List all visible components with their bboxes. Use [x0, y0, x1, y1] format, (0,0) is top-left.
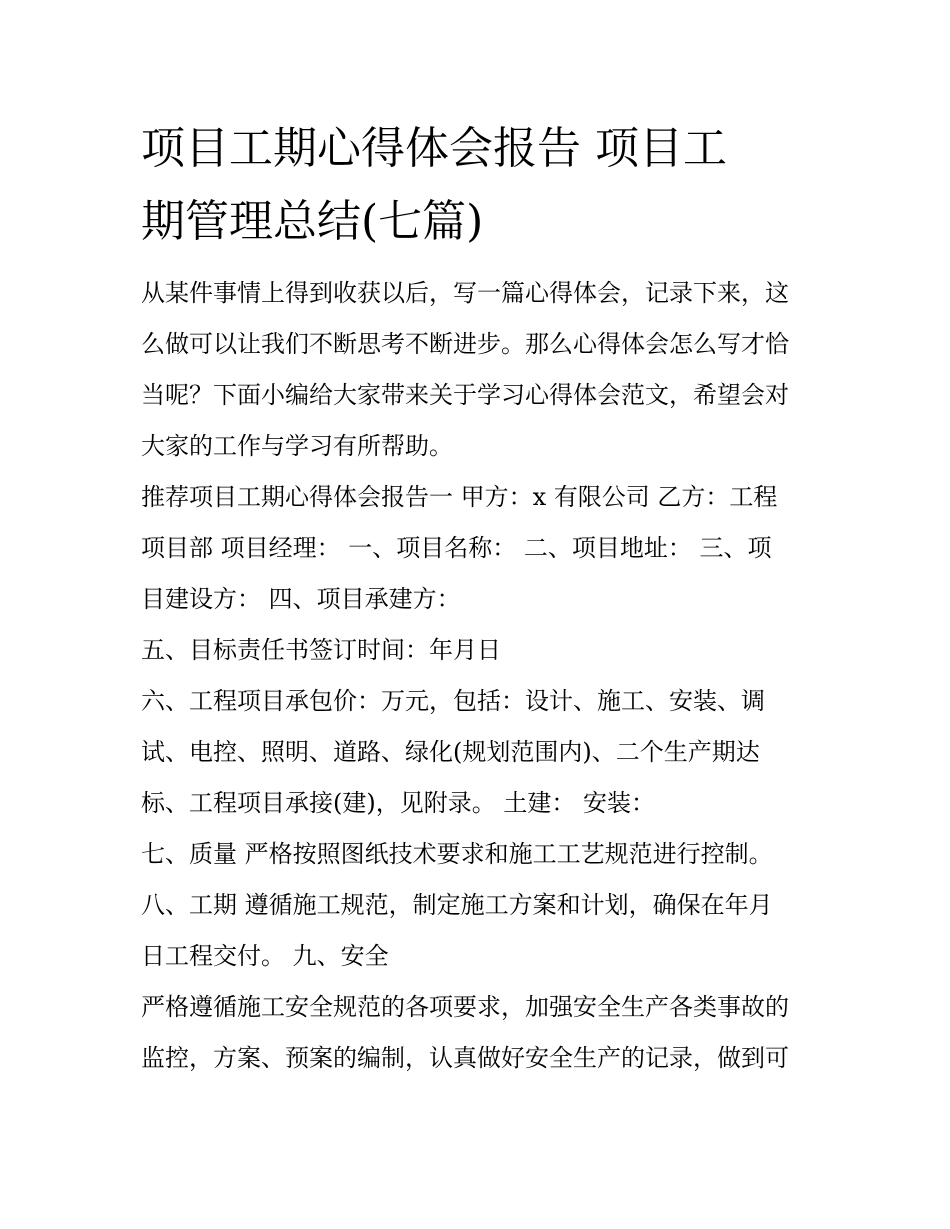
text-line: 项目部 项目经理： 一、项目名称： 二、项目地址： 三、项 — [141, 534, 772, 562]
schedule-paragraph — [141, 880, 813, 982]
text-line: 当呢？下面小编给大家带来关于学习心得体会范文，希望会对 — [141, 381, 789, 409]
safety-paragraph — [141, 982, 813, 1084]
text-line: 八、工期 遵循施工规范，制定施工方案和计划，确保在年月 — [141, 891, 773, 919]
document-body — [141, 112, 813, 1084]
text-line: 从某件事情上得到收获以后，写一篇心得体会，记录下来，这 — [141, 279, 789, 307]
text-line: 目建设方： 四、项目承建方： — [141, 585, 461, 613]
text-line: 七、质量 严格按照图纸技术要求和施工工艺规范进行控制。 — [141, 840, 773, 868]
text-line: 推荐项目工期心得体会报告一 甲方：x 有限公司 乙方：工程 — [141, 483, 778, 511]
title-line: 项目工期心得体会报告 项目工 — [141, 123, 727, 174]
contract-header-paragraph — [141, 472, 813, 625]
document-title — [141, 112, 813, 258]
text-line: 监控，方案、预案的编制，认真做好安全生产的记录，做到可 — [141, 1044, 789, 1072]
text-line: 日工程交付。 九、安全 — [141, 942, 389, 970]
text-line: 标、工程项目承接(建)，见附录。 土建： 安装： — [141, 789, 655, 817]
sign-date-paragraph — [141, 625, 813, 676]
contract-price-paragraph — [141, 676, 813, 829]
text-line: 试、电控、照明、道路、绿化(规划范围内)、二个生产期达 — [141, 738, 760, 766]
intro-paragraph — [141, 268, 813, 472]
text-line: 严格遵循施工安全规范的各项要求，加强安全生产各类事故的 — [141, 993, 789, 1021]
text-line: 五、目标责任书签订时间：年月日 — [141, 636, 501, 664]
title-line: 期管理总结(七篇) — [141, 196, 484, 247]
text-line: 么做可以让我们不断思考不断进步。那么心得体会怎么写才恰 — [141, 330, 789, 358]
quality-paragraph — [141, 829, 813, 880]
text-line: 大家的工作与学习有所帮助。 — [141, 432, 453, 460]
text-line: 六、工程项目承包价：万元，包括：设计、施工、安装、调 — [141, 687, 765, 715]
